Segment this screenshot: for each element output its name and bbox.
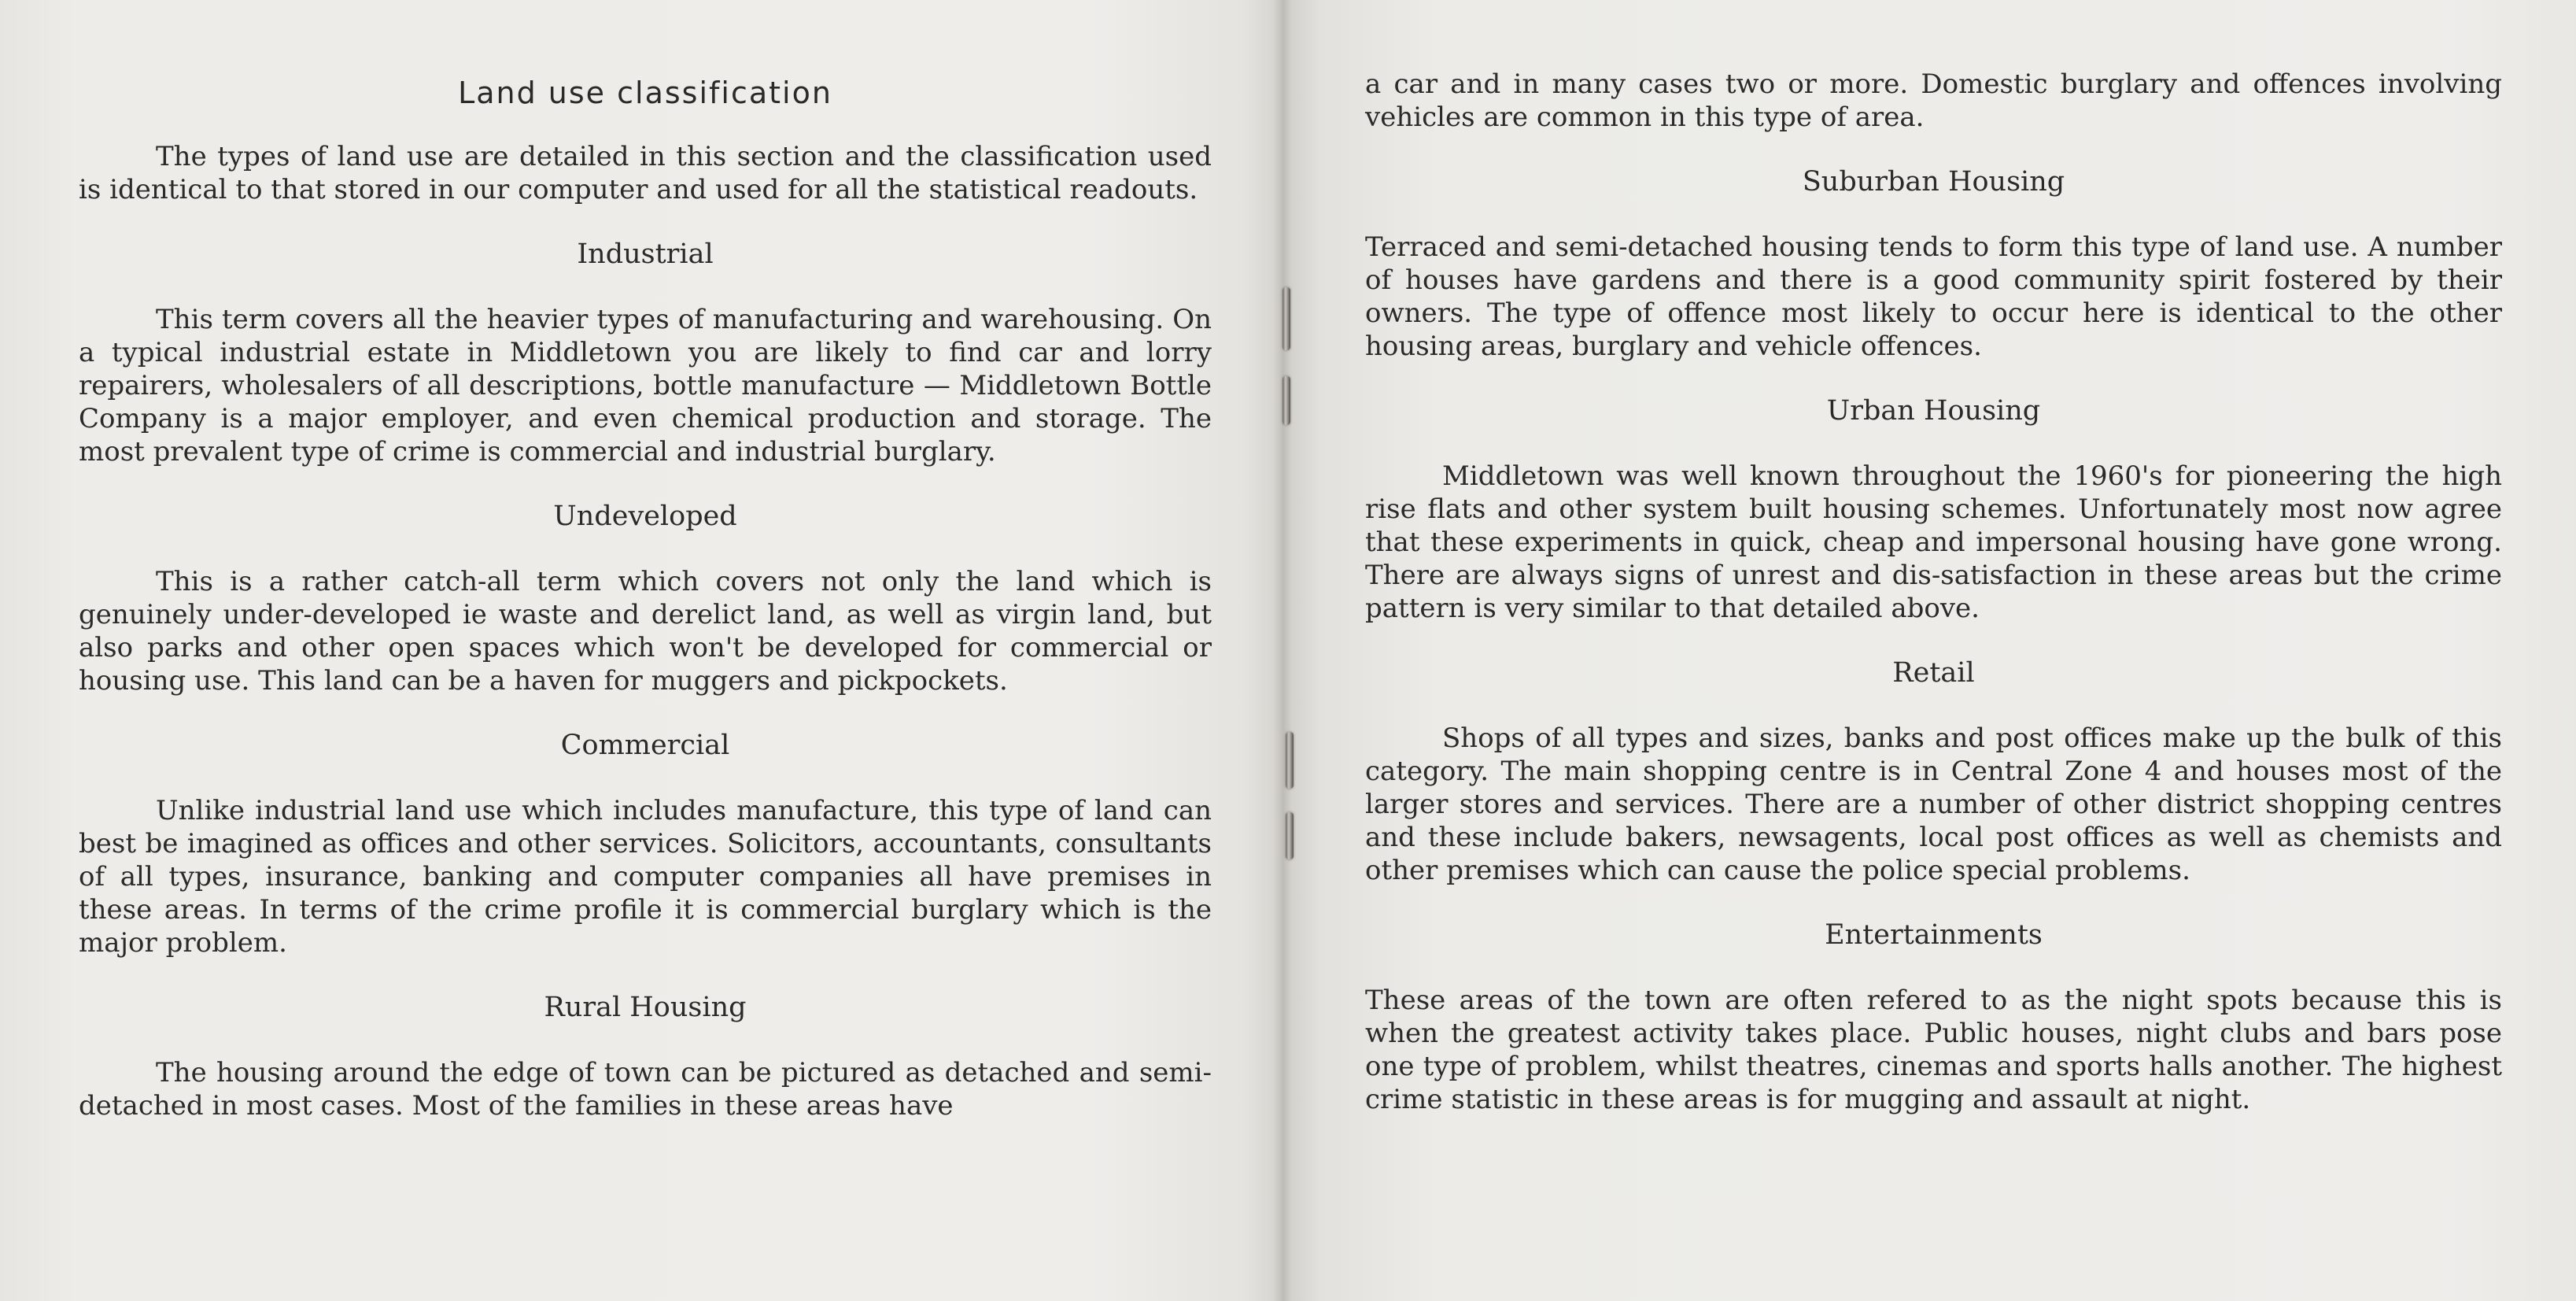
paragraph-rural-housing: The housing around the edge of town can be pictured as detached and semi-detached in most cases. Most of the families in these areas have [79,1057,1212,1122]
heading-entertainments: Entertainments [1825,919,2043,951]
continuation-paragraph: a car and in many cases two or more. Domestic burglary and offences involving vehicles are common in this type of area. [1365,68,2502,133]
staple [1286,812,1294,859]
heading-rural-housing: Rural Housing [544,992,747,1023]
right-column [1365,68,2502,1116]
paragraph-entertainments: These areas of the town are often refered to as the night spots because this is when the greatest activity takes place. Public houses, night clubs and bars pose one type of problem, whilst theatres, cinemas and sports halls another. The highest crime statistic in these areas is for mugging and assault at night. [1365,985,2502,1115]
page-title: Land use classification [458,76,832,110]
staple [1282,376,1290,425]
paragraph-undeveloped: This is a rather catch-all term which covers not only the land which is genuinely under-developed ie waste and derelict land, as well as virgin land, but also parks and other open spaces which won't be developed for commercial or housing use. This land can be a haven for muggers and pickpockets. [79,566,1212,697]
heading-commercial: Commercial [560,730,730,761]
heading-undeveloped: Undeveloped [553,501,737,532]
staple [1286,732,1294,789]
left-page [0,0,1282,1301]
heading-industrial: Industrial [577,238,714,270]
staple [1282,287,1290,350]
intro-paragraph: The types of land use are detailed in this section and the classification used is identical to that stored in our computer and used for all the statistical readouts. [79,141,1212,205]
heading-suburban-housing: Suburban Housing [1802,166,2065,198]
paragraph-urban-housing: Middletown was well known throughout the 1960's for pioneering the high rise flats and other system built housing schemes. Unfortunately most now agree that these experiments in quick, cheap and impersonal housing have gone wrong. There are always signs of unrest and dis-satisfaction in these areas but the crime pattern is very similar to that detailed above. [1365,460,2502,624]
paragraph-retail: Shops of all types and sizes, banks and post offices make up the bulk of this category. The main shopping centre is in Central Zone 4 and houses most of the larger stores and services. There are a number of other district shopping centres and these include bakers, newsagents, local post offices as well as chemists and other premises which can cause the police special problems. [1365,723,2502,886]
left-column [79,140,1212,1122]
paragraph-industrial: This term covers all the heavier types of manufacturing and warehousing. On a typical industrial estate in Middletown you are likely to find car and lorry repairers, wholesalers of all descriptions, bottle manufacture — Middletown Bottle Company is a major employer, and even chemical production and storage. The most prevalent type of crime is commercial and industrial burglary. [79,304,1212,468]
paragraph-suburban-housing: Terraced and semi-detached housing tends to form this type of land use. A number of houses have gardens and there is a good community spirit fostered by their owners. The type of offence most likely to occur here is identical to the other housing areas, burglary and vehicle offences. [1365,231,2502,362]
book-gutter [1273,0,1292,1301]
heading-retail: Retail [1892,657,1975,689]
paragraph-commercial: Unlike industrial land use which includes manufacture, this type of land can best be imagined as offices and other services. Solicitors, accountants, consultants of all types, insurance, banking and computer companies all have premises in these areas. In terms of the crime profile it is commercial burglary which is the major problem. [79,795,1212,959]
heading-urban-housing: Urban Housing [1826,395,2041,427]
